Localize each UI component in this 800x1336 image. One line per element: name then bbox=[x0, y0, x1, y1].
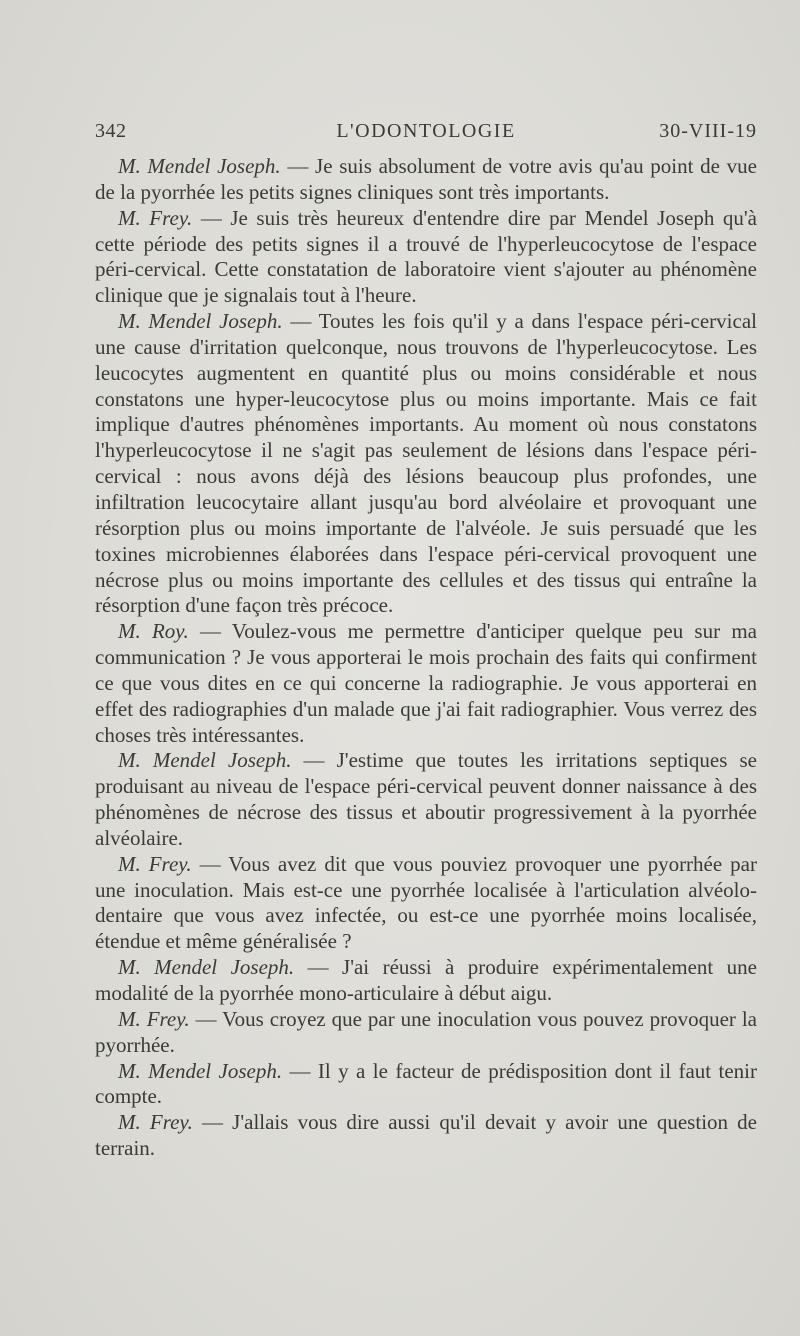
paragraph bbox=[95, 1110, 757, 1162]
paragraph bbox=[95, 309, 757, 619]
speaker-name: M. Mendel Joseph. bbox=[118, 955, 295, 980]
paragraph-text: — Voulez-vous me permettre d'anticiper quelque peu sur ma communication ? Je vous apporterai le mois prochain des faits qui confirment ce que vous dites en ce qui concerne la radiographie. Je vous apporterai en effet des radiographies d'un malade que j'ai fait radiographier. Vous verrez des choses très intéressantes. bbox=[95, 619, 757, 747]
paragraph bbox=[95, 206, 757, 309]
speaker-name: M. Frey. bbox=[118, 1006, 190, 1031]
page-number: 342 bbox=[95, 120, 127, 142]
paragraph bbox=[95, 1059, 757, 1111]
paragraph-text: — Je suis absolument de votre avis qu'au point de vue de la pyorrhée les petits signes cliniques sont très importants. bbox=[95, 154, 758, 204]
speaker-name: M. Frey. bbox=[118, 205, 193, 230]
paragraph-text: — Vous avez dit que vous pouviez provoquer une pyorrhée par une inoculation. Mais est-ce une pyorrhée localisée à l'articulation alvéolo-dentaire que vous avez infectée, ou est-ce une pyorrhée moins localisée, étendue et même généralisée ? bbox=[95, 851, 757, 954]
speaker-name: M. Frey. bbox=[118, 1110, 193, 1135]
paragraph bbox=[95, 955, 757, 1007]
paragraph-text: — Toutes les fois qu'il y a dans l'espace péri-cervical une cause d'irritation quelconque, nous trouvons de l'hyperleucocytose. Les leucocytes augmentent en quantité plus ou moins considérable et nous constatons une hyper-leucocytose plus ou moins importante. Mais ce fait implique d'autres phénomènes importants. Au moment où nous constatons l'hyperleucocytose il ne s'agit pas seulement de lésions dans l'espace péricervical : nous avons déjà des lésions beaucoup plus profondes, une infiltration leucocytaire allant jusqu'au bord alvéolaire et provoquant une résorption plus ou moins importante de l'alvéole. Je suis persuadé que les toxines microbiennes élaborées dans l'espace péri-cervical provoquent une nécrose plus ou moins importante des cellules et des tissus qui entraîne la résorption d'une façon très précoce. bbox=[95, 309, 757, 618]
speaker-name: M. Roy. bbox=[118, 619, 189, 644]
journal-title: L'ODONTOLOGIE bbox=[336, 120, 516, 142]
paragraph bbox=[95, 619, 757, 748]
paragraph-text: — Vous croyez que par une inoculation vous pouvez provoquer la pyorrhée. bbox=[95, 1006, 758, 1057]
issue-date: 30-VIII-19 bbox=[659, 120, 757, 142]
speaker-name: M. Mendel Joseph. bbox=[118, 154, 281, 178]
paragraph-text: — J'estime que toutes les irritations septiques se produisant au niveau de l'espace péri-cervical peuvent donner naissance à des phénomènes de nécrose des tissus et aboutir progressivement à la pyorrhée alvéolaire. bbox=[95, 748, 757, 850]
paragraph bbox=[95, 852, 757, 955]
body-text bbox=[95, 154, 757, 1162]
running-header bbox=[95, 120, 757, 148]
speaker-name: M. Mendel Joseph. bbox=[118, 1058, 283, 1083]
speaker-name: M. Mendel Joseph. bbox=[118, 748, 292, 773]
paragraph-text: — Je suis très heureux d'entendre dire par Mendel Joseph qu'à cette période des petits signes il a trouvé de l'hyperleucocytose de l'espace péri-cervical. Cette constatation de laboratoire vient s'ajouter au phénomène clinique que je signalais tout à l'heure. bbox=[95, 205, 757, 308]
paragraph-text: — J'allais vous dire aussi qu'il devait y avoir une question de terrain. bbox=[95, 1110, 758, 1161]
paragraph bbox=[95, 154, 757, 206]
paragraph-text: — J'ai réussi à produire expérimentalement une modalité de la pyorrhée mono-articulaire à début aigu. bbox=[95, 955, 758, 1005]
speaker-name: M. Frey. bbox=[118, 851, 192, 876]
paragraph bbox=[95, 748, 757, 851]
paragraph bbox=[95, 1007, 757, 1059]
paragraph-text: — Il y a le facteur de prédisposition dont il faut tenir compte. bbox=[95, 1058, 757, 1109]
speaker-name: M. Mendel Joseph. bbox=[118, 309, 283, 334]
